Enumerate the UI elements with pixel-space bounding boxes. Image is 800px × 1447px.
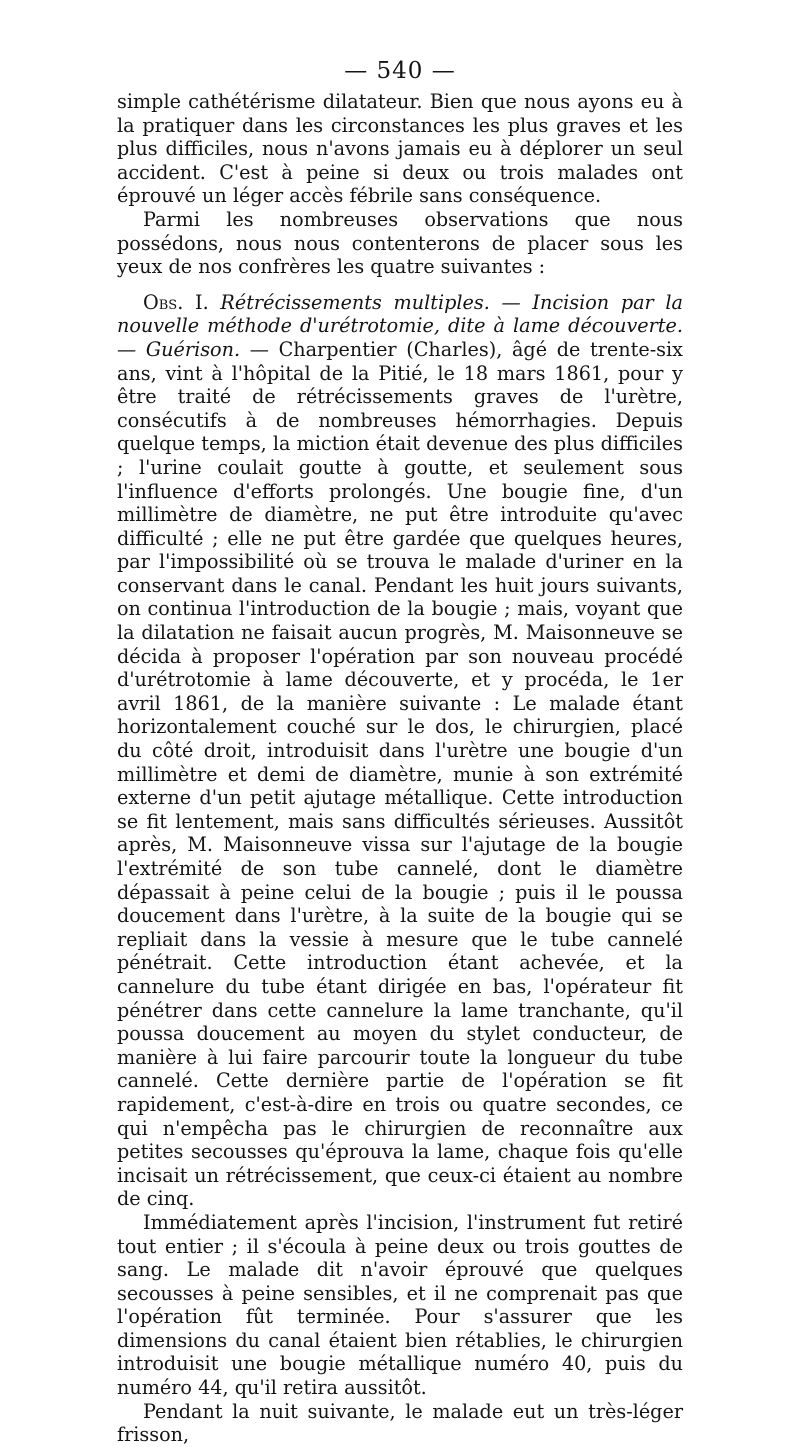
observation-label: Obs. I. [143, 290, 209, 314]
paragraph-incision: Immédiatement après l'incision, l'instrument fut retiré tout entier ; il s'écoula à peine deux ou trois gouttes de sang. Le malade dit n'avoir éprouvé que quelques secousses à peine sensibles, et il ne comprenait pas que l'opération fût terminée. Pour s'assurer que les dimensions du canal étaient bien rétablies, le chirurgien introduisit une bougie métallique numéro 40, puis du numéro 44, qu'il retira aussitôt. [117, 1210, 683, 1400]
observation-title: Rétrécissements multiples. — Incision par la nouvelle méthode d'urétrotomie, dite à lame découverte. — Guérison. [117, 290, 683, 361]
observation-body: — Charpentier (Charles), âgé de trente-six ans, vint à l'hôpital de la Pitié, le 18 mars 1861, pour y être traité de rétrécissements graves de l'urètre, consécutifs à de nombreuses hémorrhagies. Depuis quelque temps, la miction était devenue des plus difficiles ; l'urine coulait goutte à goutte, et seulement sous l'influence d'efforts prolongés. Une bougie fine, d'un millimètre de diamètre, ne put être introduite qu'avec difficulté ; elle ne put être gardée que quelques heures, par l'impossibilité où se trouva le malade d'uriner en la conservant dans le canal. Pendant les huit jours suivants, on continua l'introduction de la bougie ; mais, voyant que la dilatation ne faisait aucun progrès, M. Maisonneuve se décida à proposer l'opération par son nouveau procédé d'urétrotomie à lame découverte, et y procéda, le 1er avril 1861, de la manière suivante : Le malade étant horizontalement couché sur le dos, le chirurgien, placé du côté droit, introduisit dans l'urètre une bougie d'un millimètre et demi de diamètre, munie à son extrémité externe d'un petit ajutage métallique. Cette introduction se fit lentement, mais sans difficultés sérieuses. Aussitôt après, M. Maisonneuve vissa sur l'ajutage de la bougie l'extrémité de son tube cannelé, dont le diamètre dépassait à peine celui de la bougie ; puis il le poussa doucement dans l'urètre, à la suite de la bougie qui se repliait dans la vessie à mesure que le tube cannelé pénétrait. Cette introduction étant achevée, et la cannelure du tube étant dirigée en bas, l'opérateur fit pénétrer dans cette cannelure la lame tranchante, qu'il poussa doucement au moyen du stylet conducteur, de manière à lui faire parcourir toute la longueur du tube cannelé. Cette dernière partie de l'opération se fit rapidement, c'est-à-dire en trois ou quatre secondes, ce qui n'empêcha pas le chirurgien de reconnaître aux petites secousses qu'éprouva la lame, chaque fois qu'elle incisait un rétrécissement, que ceux-ci étaient au nombre de cinq. [117, 337, 683, 1211]
document-body [117, 90, 683, 1447]
paragraph-night: Pendant la nuit suivante, le malade eut un très-léger frisson, [117, 1399, 683, 1447]
page-number: — 540 — [344, 58, 456, 84]
observation-paragraph [117, 291, 683, 1211]
paragraph-intro: Parmi les nombreuses observations que nous possédons, nous nous contenterons de placer sous les yeux de nos confrères les quatre suivantes : [117, 207, 683, 279]
paragraph-continuation: simple cathétérisme dilatateur. Bien que nous ayons eu à la pratiquer dans les circonstances les plus graves et les plus difficiles, nous n'avons jamais eu à déplorer un seul accident. C'est à peine si deux ou trois malades ont éprouvé un léger accès fébrile sans conséquence. [117, 90, 683, 208]
